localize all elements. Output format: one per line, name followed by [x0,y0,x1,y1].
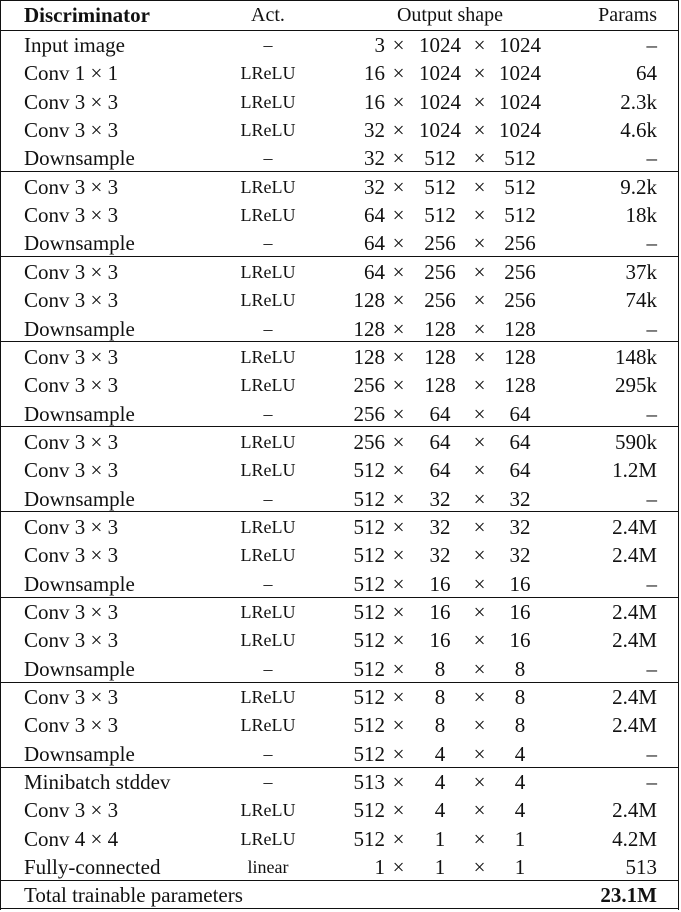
shape-height: 512 [424,203,456,228]
shape-width: 8 [514,685,526,710]
params-cell: 64 [636,61,657,86]
params-cell: 2.4M [612,543,657,568]
activation-cell: LReLU [240,375,296,396]
times-symbol: × [473,231,486,256]
shape-width: 1024 [499,33,541,57]
shape-channels: 512 [353,656,385,681]
shape-width: 16 [509,571,531,596]
shape-channels: 128 [353,344,385,369]
table-row [0,315,679,343]
times-symbol: × [473,458,486,483]
times-symbol: × [473,373,486,398]
times-symbol: × [392,458,405,483]
times-symbol: × [473,798,486,823]
times-symbol: × [473,401,486,426]
table-row [0,598,679,626]
shape-width: 1 [514,855,526,880]
params-cell: 2.4M [612,685,657,710]
activation-cell: LReLU [240,261,296,282]
times-symbol: × [392,741,405,766]
table-row [0,541,679,569]
shape-channels: 128 [353,288,385,313]
table-row [0,513,679,541]
shape-channels: 256 [353,429,385,454]
shape-height: 16 [429,600,451,624]
params-cell: 74k [625,288,657,313]
shape-height: 1 [434,855,446,880]
shape-width: 16 [509,600,531,624]
activation-cell: linear [247,857,289,878]
table-row [0,768,679,796]
times-symbol: × [392,486,405,511]
activation-cell: LReLU [240,687,296,708]
header-discriminator: Discriminator [24,3,150,27]
table-row [0,428,679,456]
times-symbol: × [473,656,486,681]
times-symbol: × [392,514,405,539]
layer-cell: Fully-connected [24,855,161,880]
shape-height: 32 [429,543,451,568]
times-symbol: × [473,713,486,738]
times-symbol: × [392,231,405,256]
params-cell: 37k [625,259,657,284]
shape-height: 1 [434,826,446,851]
params-cell: 2.4M [612,798,657,823]
times-symbol: × [392,344,405,369]
activation-cell: – [263,35,273,55]
shape-width: 128 [504,316,536,341]
table-row [0,229,679,257]
activation-cell: – [263,743,273,764]
times-symbol: × [473,316,486,341]
activation-cell: – [263,573,273,594]
times-symbol: × [473,288,486,313]
shape-width: 128 [504,344,536,369]
params-cell: – [646,486,657,511]
times-symbol: × [392,826,405,851]
params-cell: 590k [615,429,657,454]
shape-width: 256 [504,259,536,284]
shape-channels: 1 [374,855,385,880]
shape-channels: 64 [364,231,385,256]
layer-cell: Downsample [24,486,135,511]
shape-width: 128 [504,373,536,398]
table-row [0,853,679,881]
activation-cell: LReLU [240,205,296,226]
times-symbol: × [473,429,486,454]
shape-width: 512 [504,174,536,199]
table-row [0,485,679,513]
activation-cell: LReLU [240,800,296,821]
shape-channels: 512 [353,514,385,539]
shape-height: 8 [434,713,446,738]
shape-channels: 512 [353,713,385,738]
times-symbol: × [473,146,486,171]
times-symbol: × [473,89,486,114]
times-symbol: × [392,316,405,341]
times-symbol: × [473,571,486,596]
params-cell: – [646,741,657,766]
layer-cell: Conv 3 × 3 [24,543,119,568]
layer-cell: Downsample [24,656,135,681]
table-row [0,371,679,399]
times-symbol: × [392,401,405,426]
times-symbol: × [473,685,486,710]
shape-width: 1024 [499,61,541,86]
shape-width: 4 [514,741,526,766]
table-row [0,796,679,824]
times-symbol: × [473,33,486,57]
table-row [0,343,679,371]
header-params: Params [598,4,657,26]
shape-height: 64 [429,401,451,426]
params-cell: 2.4M [612,628,657,653]
activation-cell: – [263,403,273,424]
layer-cell: Conv 4 × 4 [24,826,119,851]
total-row [0,881,679,909]
shape-height: 16 [429,571,451,596]
times-symbol: × [473,259,486,284]
times-symbol: × [392,118,405,143]
params-cell: 2.4M [612,713,657,738]
params-cell: 2.3k [620,89,657,114]
shape-channels: 512 [353,826,385,851]
times-symbol: × [473,855,486,880]
params-cell: 4.6k [620,118,657,143]
shape-channels: 256 [353,401,385,426]
shape-channels: 16 [364,61,385,86]
times-symbol: × [473,628,486,653]
activation-cell: LReLU [240,431,296,452]
shape-channels: 512 [353,685,385,710]
times-symbol: × [392,656,405,681]
table-row [0,456,679,484]
shape-width: 32 [509,486,531,511]
shape-width: 256 [504,288,536,313]
params-cell: 2.4M [612,600,657,624]
table-row [0,683,679,711]
times-symbol: × [392,429,405,454]
times-symbol: × [392,33,405,57]
shape-height: 64 [429,458,451,483]
layer-cell: Conv 3 × 3 [24,89,119,114]
times-symbol: × [392,855,405,880]
shape-channels: 512 [353,486,385,511]
shape-channels: 512 [353,458,385,483]
shape-channels: 512 [353,571,385,596]
table-row [0,88,679,116]
shape-width: 8 [514,713,526,738]
layer-cell: Conv 3 × 3 [24,685,119,710]
layer-cell: Downsample [24,316,135,341]
shape-width: 1024 [499,89,541,114]
shape-width: 64 [509,458,531,483]
times-symbol: × [473,770,486,795]
table-row [0,173,679,201]
times-symbol: × [392,798,405,823]
times-symbol: × [392,543,405,568]
header-output-shape: Output shape [396,4,504,26]
shape-channels: 512 [353,600,385,624]
params-cell: 295k [615,373,657,398]
table-row [0,59,679,87]
params-cell: – [646,571,657,596]
params-cell: 18k [625,203,657,228]
params-cell: – [646,401,657,426]
shape-width: 512 [504,203,536,228]
table-row [0,626,679,654]
shape-channels: 16 [364,89,385,114]
layer-cell: Conv 3 × 3 [24,373,119,398]
activation-cell: LReLU [240,290,296,311]
times-symbol: × [473,826,486,851]
shape-height: 1024 [419,61,461,86]
shape-channels: 32 [364,146,385,171]
table-row [0,144,679,172]
shape-height: 16 [429,628,451,653]
table-row [0,740,679,768]
activation-cell: LReLU [240,91,296,112]
times-symbol: × [392,288,405,313]
activation-cell: LReLU [240,460,296,481]
shape-channels: 32 [364,174,385,199]
times-symbol: × [473,600,486,624]
layer-cell: Conv 3 × 3 [24,600,119,624]
shape-height: 256 [424,231,456,256]
params-cell: – [646,656,657,681]
shape-width: 256 [504,231,536,256]
shape-channels: 128 [353,316,385,341]
table-row [0,258,679,286]
table-row [0,570,679,598]
layer-cell: Downsample [24,401,135,426]
total-label: Total trainable parameters [24,883,243,907]
layer-cell: Downsample [24,571,135,596]
table-row [0,711,679,739]
shape-height: 128 [424,344,456,369]
shape-width: 512 [504,146,536,171]
shape-height: 8 [434,685,446,710]
activation-cell: – [263,148,273,169]
shape-channels: 512 [353,798,385,823]
activation-cell: LReLU [240,120,296,141]
layer-cell: Downsample [24,741,135,766]
total-value: 23.1M [600,883,657,907]
shape-height: 64 [429,429,451,454]
activation-cell: LReLU [240,715,296,736]
params-cell: – [646,316,657,341]
layer-cell: Conv 3 × 3 [24,118,119,143]
times-symbol: × [473,174,486,199]
table-row [0,400,679,428]
times-symbol: × [392,713,405,738]
times-symbol: × [392,203,405,228]
activation-cell: LReLU [240,630,296,651]
shape-width: 4 [514,798,526,823]
layer-cell: Conv 3 × 3 [24,344,119,369]
times-symbol: × [392,373,405,398]
params-cell: 9.2k [620,174,657,199]
times-symbol: × [392,685,405,710]
shape-height: 256 [424,288,456,313]
shape-channels: 512 [353,543,385,568]
times-symbol: × [392,89,405,114]
shape-height: 1024 [419,89,461,114]
layer-cell: Conv 3 × 3 [24,259,119,284]
shape-width: 8 [514,656,526,681]
params-cell: – [646,146,657,171]
activation-cell: LReLU [240,828,296,849]
shape-height: 4 [434,770,446,795]
layer-cell: Conv 3 × 3 [24,288,119,313]
times-symbol: × [473,203,486,228]
shape-channels: 3 [374,33,385,57]
shape-width: 32 [509,543,531,568]
params-cell: – [646,33,657,57]
shape-width: 1 [514,826,526,851]
params-cell: 513 [625,855,657,880]
times-symbol: × [392,61,405,86]
times-symbol: × [473,514,486,539]
activation-cell: LReLU [240,545,296,566]
shape-width: 64 [509,429,531,454]
shape-height: 4 [434,741,446,766]
params-cell: 2.4M [612,514,657,539]
shape-channels: 512 [353,741,385,766]
shape-height: 512 [424,146,456,171]
layer-cell: Conv 3 × 3 [24,713,119,738]
shape-channels: 256 [353,373,385,398]
activation-cell: – [263,772,273,793]
activation-cell: – [263,318,273,339]
times-symbol: × [473,61,486,86]
shape-height: 1024 [419,118,461,143]
table-row [0,825,679,853]
times-symbol: × [392,146,405,171]
activation-cell: LReLU [240,602,296,622]
table-row [0,286,679,314]
shape-height: 1024 [419,33,461,57]
times-symbol: × [392,174,405,199]
shape-width: 16 [509,628,531,653]
times-symbol: × [473,741,486,766]
times-symbol: × [473,118,486,143]
layer-cell: Conv 3 × 3 [24,798,119,823]
shape-channels: 32 [364,118,385,143]
shape-width: 1024 [499,118,541,143]
shape-width: 4 [514,770,526,795]
times-symbol: × [392,770,405,795]
activation-cell: LReLU [240,516,296,537]
activation-cell: – [263,658,273,679]
activation-cell: LReLU [240,63,296,84]
params-cell: – [646,231,657,256]
shape-height: 512 [424,174,456,199]
shape-height: 256 [424,259,456,284]
layer-cell: Conv 3 × 3 [24,628,119,653]
table-row [0,116,679,144]
layer-cell: Conv 3 × 3 [24,174,119,199]
shape-channels: 513 [353,770,385,795]
layer-cell: Input image [24,33,125,57]
times-symbol: × [473,344,486,369]
times-symbol: × [392,600,405,624]
header-act: Act. [251,4,285,26]
table-row [0,201,679,229]
times-symbol: × [392,259,405,284]
shape-height: 128 [424,373,456,398]
activation-cell: LReLU [240,176,296,197]
table-row [0,655,679,683]
activation-cell: – [263,488,273,509]
params-cell: 4.2M [612,826,657,851]
layer-cell: Conv 3 × 3 [24,514,119,539]
shape-channels: 64 [364,203,385,228]
shape-width: 64 [509,401,531,426]
activation-cell: LReLU [240,346,296,367]
activation-cell: – [263,233,273,254]
params-cell: 1.2M [612,458,657,483]
layer-cell: Downsample [24,146,135,171]
times-symbol: × [392,571,405,596]
table-row [0,31,679,59]
layer-cell: Conv 3 × 3 [24,429,119,454]
params-cell: – [646,770,657,795]
shape-height: 4 [434,798,446,823]
params-cell: 148k [615,344,657,369]
shape-width: 32 [509,514,531,539]
layer-cell: Conv 1 × 1 [24,61,119,86]
times-symbol: × [392,628,405,653]
layer-cell: Downsample [24,231,135,256]
shape-height: 32 [429,486,451,511]
layer-cell: Minibatch stddev [24,770,171,795]
shape-height: 8 [434,656,446,681]
times-symbol: × [473,486,486,511]
shape-height: 128 [424,316,456,341]
layer-cell: Conv 3 × 3 [24,203,119,228]
shape-channels: 512 [353,628,385,653]
shape-channels: 64 [364,259,385,284]
times-symbol: × [473,543,486,568]
shape-height: 32 [429,514,451,539]
layer-cell: Conv 3 × 3 [24,458,119,483]
